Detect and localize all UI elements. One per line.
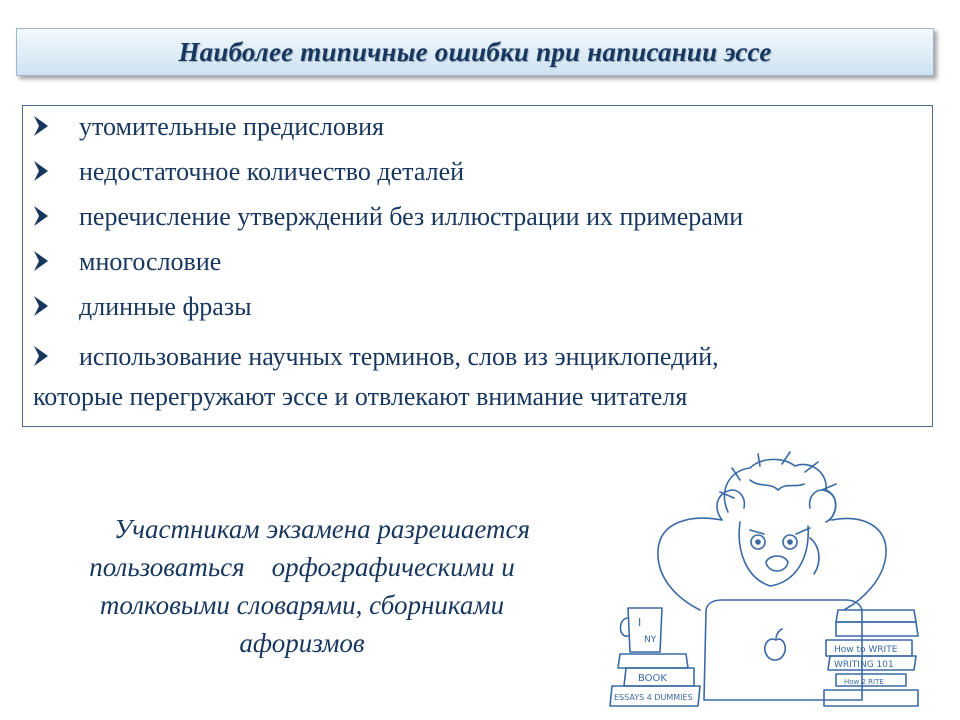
stressed-student-illustration: [600, 450, 940, 712]
arrow-bullet-icon: [33, 295, 49, 317]
book-label: ESSAYS 4 DUMMIES: [614, 693, 693, 702]
list-item: перечисление утверждений без иллюстрации их примерами: [33, 202, 922, 232]
book-label: BOOK: [638, 673, 667, 684]
note-line: толковыми словарями, сборниками: [99, 590, 505, 620]
arrow-bullet-icon: [33, 205, 49, 227]
arrow-bullet-icon: [33, 345, 49, 367]
title-bar: [16, 28, 934, 76]
list-item: длинные фразы: [33, 292, 922, 322]
mug-text-1: I: [638, 616, 642, 629]
list-item: утомительные предисловия: [33, 112, 922, 142]
arrow-bullet-icon: [33, 160, 49, 182]
book-label: How 2 RITE: [844, 678, 884, 686]
exam-note: [22, 510, 582, 662]
note-line: пользоваться орфографическими и: [89, 552, 515, 582]
list-item: многословие: [33, 247, 922, 277]
mug-text-2: NY: [644, 635, 657, 645]
note-line: Участникам экзамена разрешается: [114, 514, 530, 544]
list-item: недостаточное количество деталей: [33, 157, 922, 187]
page-title: Наиболее типичные ошибки при написании эссе: [178, 36, 772, 67]
book-label: WRITING 101: [834, 660, 894, 670]
note-line: афоризмов: [239, 628, 365, 658]
arrow-bullet-icon: [33, 250, 49, 272]
book-label: How to WRITE: [834, 645, 898, 655]
list-item: использование научных терминов, слов из энциклопедий, которые перегружают эссе и отвлекают внимание читателя: [33, 342, 719, 411]
arrow-bullet-icon: [33, 115, 49, 137]
errors-list: [22, 105, 933, 427]
